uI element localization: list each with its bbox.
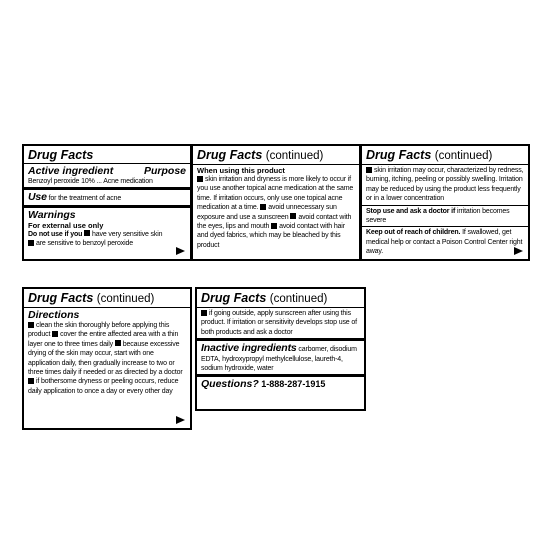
sunscreen-item: if going outside, apply sunscreen after using this product. If irritation or sensitivity develops stop use of both products and ask a doctor bbox=[201, 310, 357, 336]
active-ingredient-heading: Active ingredient bbox=[28, 165, 114, 177]
divider bbox=[362, 164, 528, 165]
bullet-icon bbox=[28, 378, 34, 384]
use-heading: Use bbox=[28, 191, 47, 204]
continue-arrow-icon bbox=[514, 247, 523, 255]
sunscreen-text bbox=[201, 309, 360, 337]
stop-use-label: Stop use and ask a doctor if bbox=[366, 207, 456, 215]
keep-out-line bbox=[366, 228, 524, 256]
stop-use-line bbox=[366, 207, 524, 226]
continued-label: (continued) bbox=[96, 293, 155, 305]
when-using-item-3: avoid contact with the eyes, lips and mouth bbox=[197, 213, 352, 231]
directions-item-1: clean the skin thoroughly before applying this product bbox=[28, 322, 170, 339]
irritation-text bbox=[366, 166, 524, 204]
drug-facts-panel-1 bbox=[22, 144, 192, 261]
bullet-icon bbox=[290, 213, 296, 219]
bullet-icon bbox=[201, 310, 207, 316]
inactive-heading: Inactive ingredients bbox=[201, 342, 297, 355]
divider bbox=[197, 307, 364, 308]
warnings-heading: Warnings bbox=[28, 208, 76, 221]
bullet-icon bbox=[197, 176, 203, 182]
divider bbox=[24, 205, 190, 208]
bullet-icon bbox=[366, 167, 372, 173]
bullet-icon bbox=[115, 340, 121, 346]
panel-title bbox=[28, 291, 186, 306]
external-use-note: For external use only bbox=[28, 220, 104, 230]
bullet-icon bbox=[271, 223, 277, 229]
inactive-text: carbomer, disodium EDTA, hydroxypropyl methylcellulose, laureth-4, sodium hydroxide, water bbox=[201, 346, 357, 373]
drug-facts-panel-3 bbox=[360, 144, 530, 261]
when-using-text bbox=[197, 175, 355, 250]
use-section bbox=[28, 191, 186, 203]
drug-facts-panel-5 bbox=[195, 287, 366, 411]
continued-label: (continued) bbox=[434, 150, 493, 162]
do-not-use-item-1: have very sensitive skin bbox=[92, 230, 163, 238]
directions-heading: Directions bbox=[28, 309, 80, 321]
stop-use-text: irritation becomes severe bbox=[366, 207, 510, 225]
panel-title bbox=[201, 291, 360, 306]
continued-label: (continued) bbox=[265, 150, 324, 162]
title-text: Drug Facts bbox=[366, 148, 432, 162]
purpose-heading: Purpose bbox=[143, 165, 186, 177]
inactive-section bbox=[201, 342, 360, 373]
divider bbox=[362, 205, 528, 206]
when-using-heading: When using this product bbox=[197, 166, 285, 175]
active-ingredient-line: Benzoyl peroxide 10% ... Acne medication bbox=[28, 178, 153, 185]
when-using-item-1: skin irritation and dryness is more likely to occur if you use another topical acne medication at the same time. If irritation occurs, only use one topical acne medication at a time. bbox=[197, 176, 354, 212]
questions-heading: Questions? bbox=[201, 378, 259, 391]
keep-out-label: Keep out of reach of children. bbox=[366, 229, 461, 237]
keep-out-text: If swallowed, get medical help or contact a Poison Control Center right away. bbox=[366, 229, 523, 256]
use-text: for the treatment of acne bbox=[48, 195, 122, 203]
do-not-use-line-1 bbox=[28, 230, 186, 239]
divider bbox=[197, 374, 364, 377]
bullet-icon bbox=[28, 240, 34, 246]
do-not-use-line-2 bbox=[28, 239, 186, 248]
when-using-item-4: avoid contact with hair and dyed fabrics, which may be bleached by this product bbox=[197, 223, 345, 249]
active-ingredient-header bbox=[28, 165, 186, 177]
bullet-icon bbox=[28, 322, 34, 328]
continue-arrow-icon bbox=[176, 247, 185, 255]
irritation-item: skin irritation may occur, characterized by redness, burning, itching, peeling or possibly swelling. Irritation may be reduced by using the product less frequently or in a lower concentration bbox=[366, 167, 524, 203]
drug-facts-panel-2 bbox=[191, 144, 361, 261]
divider bbox=[24, 163, 190, 164]
directions-item-4: if bothersome dryness or peeling occurs, reduce daily application to once a day or every other day bbox=[28, 378, 179, 395]
panel-title bbox=[197, 148, 355, 163]
divider bbox=[24, 307, 190, 308]
divider bbox=[197, 338, 364, 341]
continue-arrow-icon bbox=[176, 416, 185, 424]
divider bbox=[24, 187, 190, 190]
title-text: Drug Facts bbox=[201, 291, 267, 305]
panel-title bbox=[366, 148, 524, 163]
bullet-icon bbox=[260, 204, 266, 210]
drug-facts-panel-4 bbox=[22, 287, 192, 430]
bullet-icon bbox=[84, 230, 90, 236]
bullet-icon bbox=[52, 331, 58, 337]
directions-text bbox=[28, 321, 186, 396]
divider bbox=[362, 226, 528, 227]
title-text: Drug Facts bbox=[197, 148, 263, 162]
continued-label: (continued) bbox=[269, 293, 328, 305]
questions-section bbox=[201, 378, 360, 390]
do-not-use-item-2: are sensitive to benzoyl peroxide bbox=[36, 240, 133, 248]
do-not-use-label: Do not use if you bbox=[28, 230, 83, 238]
questions-phone: 1-888-287-1915 bbox=[261, 379, 326, 390]
directions-item-3: because excessive drying of the skin may occur, start with one application daily, then gradually increase to two or three times daily if needed or as directed by a doctor bbox=[28, 340, 183, 377]
title-text: Drug Facts bbox=[28, 291, 94, 305]
directions-item-2: cover the entire affected area with a thin layer one to three times daily bbox=[28, 331, 179, 348]
divider bbox=[193, 164, 359, 165]
when-using-item-2: avoid unnecessary sun exposure and use a sunscreen bbox=[197, 204, 337, 221]
panel-title: Drug Facts bbox=[28, 148, 94, 162]
